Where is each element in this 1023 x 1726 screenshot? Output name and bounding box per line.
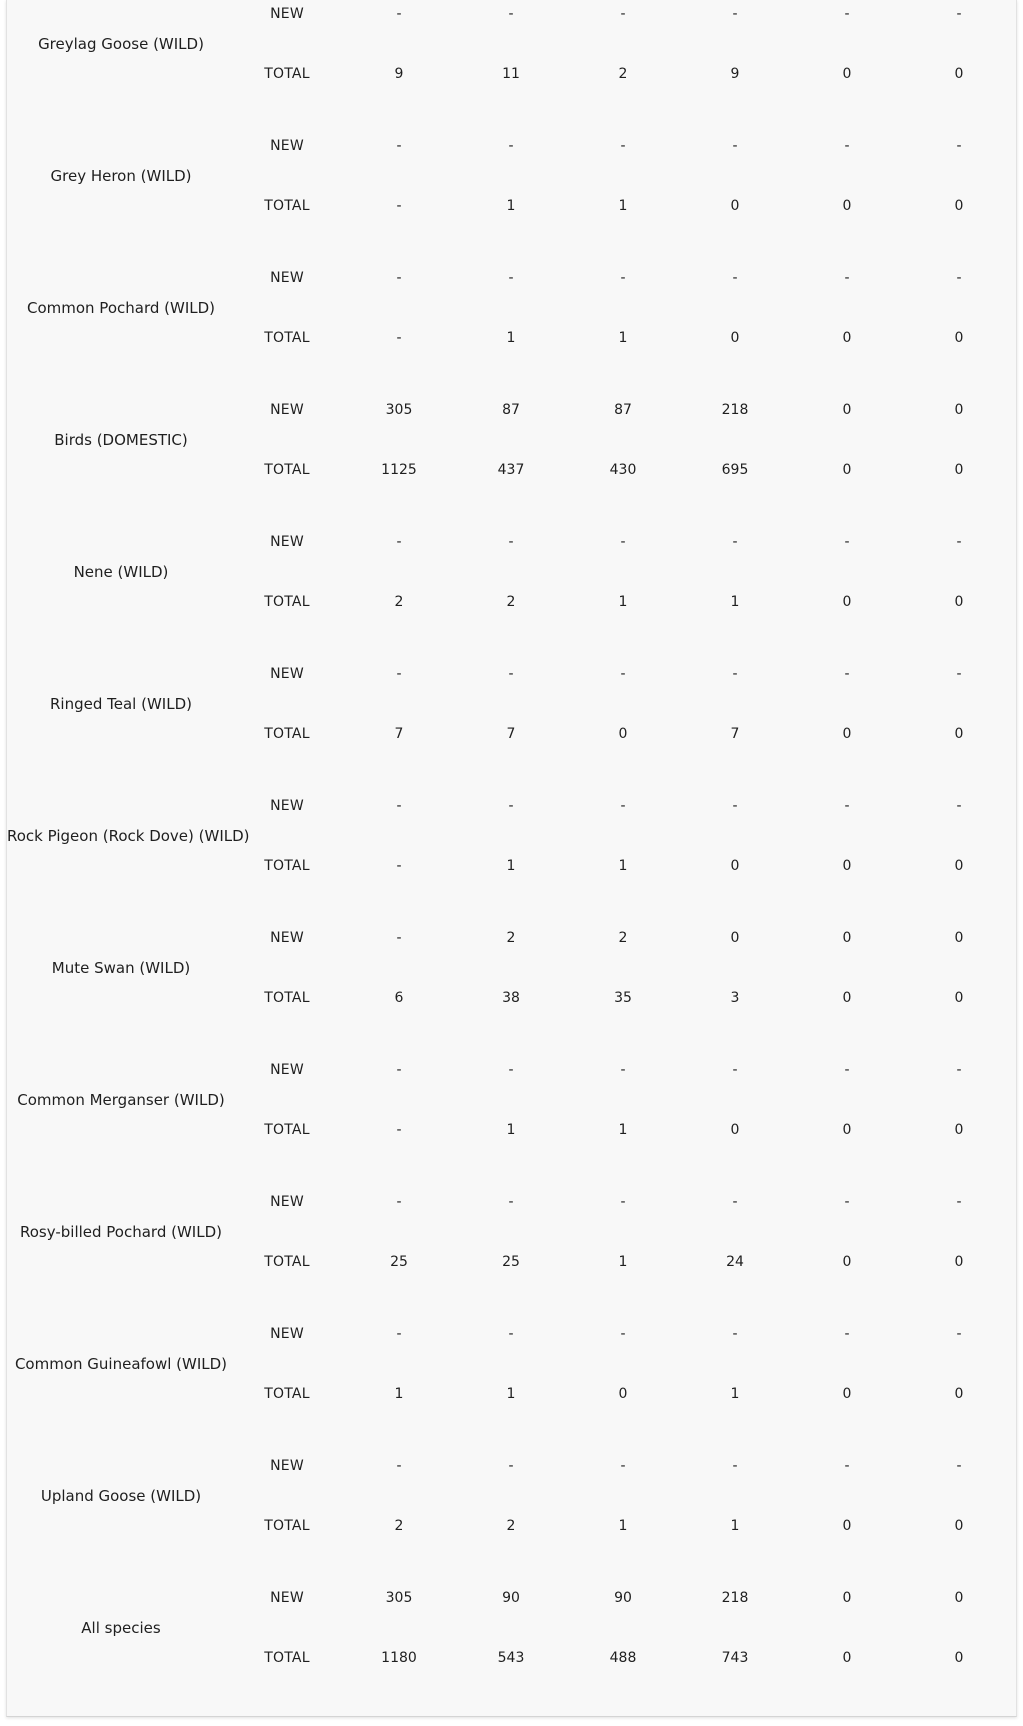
value-cell: 0 — [842, 198, 852, 214]
value-cell: 1 — [618, 1518, 628, 1534]
outbreak-table — [6, 0, 1017, 1717]
new-row — [7, 267, 1016, 289]
value-cell: - — [956, 666, 962, 682]
value-cell: 2 — [618, 66, 628, 82]
value-cell: - — [956, 6, 962, 22]
value-cell: - — [732, 6, 738, 22]
row-type-label: NEW — [270, 1062, 304, 1078]
row-type-label: NEW — [270, 666, 304, 682]
total-row — [7, 63, 1016, 85]
value-cell: 87 — [502, 402, 520, 418]
row-type-label: TOTAL — [264, 594, 310, 610]
new-row — [7, 1191, 1016, 1213]
value-cell: 0 — [730, 930, 740, 946]
value-cell: 2 — [394, 1518, 404, 1534]
value-cell: 218 — [721, 402, 749, 418]
value-cell: - — [508, 6, 514, 22]
value-cell: 0 — [730, 1122, 740, 1138]
value-cell: 743 — [721, 1650, 749, 1666]
value-cell: 0 — [842, 66, 852, 82]
value-cell: 695 — [721, 462, 749, 478]
value-cell: - — [508, 666, 514, 682]
value-cell: 0 — [842, 1386, 852, 1402]
species-group — [7, 648, 1016, 780]
value-cell: - — [956, 270, 962, 286]
value-cell: 0 — [954, 990, 964, 1006]
value-cell: 1 — [506, 198, 516, 214]
value-cell: 1 — [506, 858, 516, 874]
total-row — [7, 327, 1016, 349]
value-cell: 90 — [502, 1590, 520, 1606]
value-cell: 1 — [618, 330, 628, 346]
new-row — [7, 1455, 1016, 1477]
row-type-label: NEW — [270, 1590, 304, 1606]
value-cell: 1180 — [381, 1650, 417, 1666]
value-cell: 0 — [954, 858, 964, 874]
total-row — [7, 1515, 1016, 1537]
value-cell: - — [508, 798, 514, 814]
value-cell: 0 — [954, 594, 964, 610]
total-row — [7, 723, 1016, 745]
new-row — [7, 795, 1016, 817]
value-cell: - — [396, 1122, 402, 1138]
total-row — [7, 1251, 1016, 1273]
value-cell: 24 — [726, 1254, 744, 1270]
value-cell: 1 — [394, 1386, 404, 1402]
new-row — [7, 1323, 1016, 1345]
value-cell: 1 — [506, 330, 516, 346]
total-row — [7, 591, 1016, 613]
value-cell: - — [508, 1458, 514, 1474]
value-cell: 0 — [618, 726, 628, 742]
value-cell: 0 — [954, 402, 964, 418]
value-cell: - — [732, 1194, 738, 1210]
value-cell: 0 — [842, 930, 852, 946]
row-type-label: NEW — [270, 6, 304, 22]
species-name: All species — [81, 1619, 161, 1637]
value-cell: 0 — [618, 1386, 628, 1402]
value-cell: 0 — [954, 198, 964, 214]
value-cell: - — [508, 138, 514, 154]
row-type-label: NEW — [270, 270, 304, 286]
species-name: Nene (WILD) — [73, 563, 169, 581]
value-cell: 25 — [502, 1254, 520, 1270]
row-type-label: TOTAL — [264, 990, 310, 1006]
value-cell: - — [396, 1326, 402, 1342]
species-group — [7, 0, 1016, 120]
row-type-label: TOTAL — [264, 198, 310, 214]
value-cell: - — [844, 270, 850, 286]
value-cell: - — [396, 1062, 402, 1078]
row-type-label: NEW — [270, 402, 304, 418]
species-group — [7, 912, 1016, 1044]
value-cell: 305 — [385, 402, 413, 418]
value-cell: - — [620, 270, 626, 286]
value-cell: - — [956, 138, 962, 154]
value-cell: 1 — [506, 1386, 516, 1402]
species-name: Greylag Goose (WILD) — [38, 35, 204, 53]
value-cell: - — [508, 1194, 514, 1210]
value-cell: 218 — [721, 1590, 749, 1606]
value-cell: - — [396, 1194, 402, 1210]
species-name: Common Merganser (WILD) — [17, 1091, 225, 1109]
value-cell: 0 — [842, 402, 852, 418]
value-cell: - — [732, 534, 738, 550]
value-cell: - — [844, 666, 850, 682]
value-cell: 0 — [954, 330, 964, 346]
species-group — [7, 1308, 1016, 1440]
row-type-label: NEW — [270, 534, 304, 550]
value-cell: - — [508, 534, 514, 550]
species-name: Common Pochard (WILD) — [26, 299, 216, 317]
species-name: Mute Swan (WILD) — [51, 959, 191, 977]
value-cell: - — [844, 1194, 850, 1210]
value-cell: - — [396, 330, 402, 346]
value-cell: 7 — [506, 726, 516, 742]
value-cell: - — [620, 666, 626, 682]
value-cell: 0 — [842, 726, 852, 742]
value-cell: - — [620, 138, 626, 154]
value-cell: - — [620, 534, 626, 550]
row-type-label: TOTAL — [264, 858, 310, 874]
new-row — [7, 3, 1016, 25]
row-type-label: NEW — [270, 930, 304, 946]
value-cell: 1125 — [381, 462, 417, 478]
value-cell: 0 — [954, 1590, 964, 1606]
new-row — [7, 135, 1016, 157]
species-group — [7, 384, 1016, 516]
value-cell: - — [620, 6, 626, 22]
value-cell: - — [620, 1326, 626, 1342]
value-cell: - — [620, 798, 626, 814]
value-cell: 0 — [842, 858, 852, 874]
value-cell: 2 — [506, 594, 516, 610]
species-name: Common Guineafowl (WILD) — [14, 1355, 228, 1373]
value-cell: - — [844, 534, 850, 550]
species-name: Rosy-billed Pochard (WILD) — [19, 1223, 222, 1241]
value-cell: 0 — [954, 930, 964, 946]
value-cell: - — [956, 798, 962, 814]
value-cell: 0 — [842, 1254, 852, 1270]
value-cell: - — [732, 1326, 738, 1342]
row-type-label: NEW — [270, 798, 304, 814]
new-row — [7, 927, 1016, 949]
value-cell: 0 — [842, 1518, 852, 1534]
value-cell: 0 — [842, 462, 852, 478]
value-cell: 25 — [390, 1254, 408, 1270]
species-group — [7, 1440, 1016, 1572]
species-group — [7, 252, 1016, 384]
total-row — [7, 195, 1016, 217]
value-cell: 90 — [614, 1590, 632, 1606]
value-cell: - — [396, 930, 402, 946]
value-cell: - — [844, 6, 850, 22]
value-cell: - — [396, 534, 402, 550]
total-row — [7, 855, 1016, 877]
value-cell: - — [508, 270, 514, 286]
value-cell: - — [956, 1458, 962, 1474]
value-cell: - — [956, 534, 962, 550]
value-cell: 1 — [618, 1254, 628, 1270]
total-row — [7, 1383, 1016, 1405]
value-cell: 0 — [954, 1122, 964, 1138]
value-cell: 430 — [609, 462, 637, 478]
value-cell: - — [732, 1062, 738, 1078]
row-type-label: TOTAL — [264, 330, 310, 346]
value-cell: 87 — [614, 402, 632, 418]
value-cell: 38 — [502, 990, 520, 1006]
row-type-label: TOTAL — [264, 726, 310, 742]
new-row — [7, 399, 1016, 421]
value-cell: - — [508, 1326, 514, 1342]
value-cell: 9 — [730, 66, 740, 82]
value-cell: - — [732, 138, 738, 154]
total-row — [7, 1119, 1016, 1141]
new-row — [7, 663, 1016, 685]
new-row — [7, 531, 1016, 553]
species-group — [7, 1176, 1016, 1308]
value-cell: 0 — [954, 726, 964, 742]
value-cell: - — [732, 666, 738, 682]
value-cell: - — [732, 798, 738, 814]
value-cell: - — [844, 798, 850, 814]
value-cell: 1 — [506, 1122, 516, 1138]
value-cell: - — [844, 1326, 850, 1342]
value-cell: 0 — [730, 198, 740, 214]
row-type-label: TOTAL — [264, 462, 310, 478]
new-row — [7, 1587, 1016, 1609]
value-cell: - — [620, 1062, 626, 1078]
value-cell: - — [732, 270, 738, 286]
species-name: Rock Pigeon (Rock Dove) (WILD) — [7, 827, 250, 845]
value-cell: 2 — [506, 1518, 516, 1534]
total-row — [7, 987, 1016, 1009]
value-cell: 543 — [497, 1650, 525, 1666]
value-cell: 0 — [842, 594, 852, 610]
value-cell: 1 — [618, 594, 628, 610]
row-type-label: TOTAL — [264, 1650, 310, 1666]
row-type-label: TOTAL — [264, 66, 310, 82]
row-type-label: NEW — [270, 1194, 304, 1210]
value-cell: - — [844, 1458, 850, 1474]
value-cell: 3 — [730, 990, 740, 1006]
value-cell: - — [396, 198, 402, 214]
value-cell: 35 — [614, 990, 632, 1006]
value-cell: - — [620, 1194, 626, 1210]
row-type-label: NEW — [270, 1326, 304, 1342]
value-cell: 488 — [609, 1650, 637, 1666]
species-group — [7, 120, 1016, 252]
value-cell: 1 — [730, 594, 740, 610]
value-cell: - — [844, 1062, 850, 1078]
species-group — [7, 516, 1016, 648]
value-cell: 0 — [842, 1122, 852, 1138]
species-group — [7, 1044, 1016, 1176]
value-cell: 0 — [954, 1650, 964, 1666]
value-cell: - — [396, 666, 402, 682]
species-group — [7, 1572, 1016, 1704]
new-row — [7, 1059, 1016, 1081]
value-cell: 0 — [842, 1650, 852, 1666]
value-cell: - — [396, 270, 402, 286]
value-cell: - — [396, 6, 402, 22]
total-row — [7, 1647, 1016, 1669]
value-cell: 0 — [842, 990, 852, 1006]
row-type-label: TOTAL — [264, 1518, 310, 1534]
value-cell: 1 — [618, 198, 628, 214]
value-cell: 0 — [954, 1386, 964, 1402]
value-cell: 2 — [394, 594, 404, 610]
row-type-label: TOTAL — [264, 1254, 310, 1270]
value-cell: 7 — [394, 726, 404, 742]
value-cell: - — [732, 1458, 738, 1474]
species-name: Upland Goose (WILD) — [40, 1487, 202, 1505]
value-cell: 0 — [842, 330, 852, 346]
value-cell: 2 — [618, 930, 628, 946]
row-type-label: TOTAL — [264, 1122, 310, 1138]
value-cell: 9 — [394, 66, 404, 82]
value-cell: 6 — [394, 990, 404, 1006]
value-cell: 1 — [618, 858, 628, 874]
value-cell: 7 — [730, 726, 740, 742]
value-cell: 11 — [502, 66, 520, 82]
value-cell: 0 — [954, 1254, 964, 1270]
species-group — [7, 780, 1016, 912]
value-cell: 1 — [730, 1386, 740, 1402]
value-cell: 2 — [506, 930, 516, 946]
value-cell: 437 — [497, 462, 525, 478]
species-name: Ringed Teal (WILD) — [50, 695, 192, 713]
value-cell: 1 — [730, 1518, 740, 1534]
row-type-label: NEW — [270, 138, 304, 154]
value-cell: - — [396, 1458, 402, 1474]
value-cell: - — [956, 1194, 962, 1210]
value-cell: 0 — [954, 462, 964, 478]
value-cell: - — [396, 138, 402, 154]
value-cell: - — [508, 1062, 514, 1078]
species-name: Birds (DOMESTIC) — [54, 431, 188, 449]
value-cell: - — [844, 138, 850, 154]
value-cell: - — [956, 1326, 962, 1342]
value-cell: 1 — [618, 1122, 628, 1138]
value-cell: - — [396, 798, 402, 814]
value-cell: - — [396, 858, 402, 874]
value-cell: 0 — [730, 330, 740, 346]
row-type-label: TOTAL — [264, 1386, 310, 1402]
value-cell: 0 — [954, 66, 964, 82]
row-type-label: NEW — [270, 1458, 304, 1474]
value-cell: - — [956, 1062, 962, 1078]
value-cell: 305 — [385, 1590, 413, 1606]
value-cell: 0 — [954, 1518, 964, 1534]
value-cell: 0 — [730, 858, 740, 874]
total-row — [7, 459, 1016, 481]
value-cell: - — [620, 1458, 626, 1474]
species-name: Grey Heron (WILD) — [50, 167, 192, 185]
value-cell: 0 — [842, 1590, 852, 1606]
